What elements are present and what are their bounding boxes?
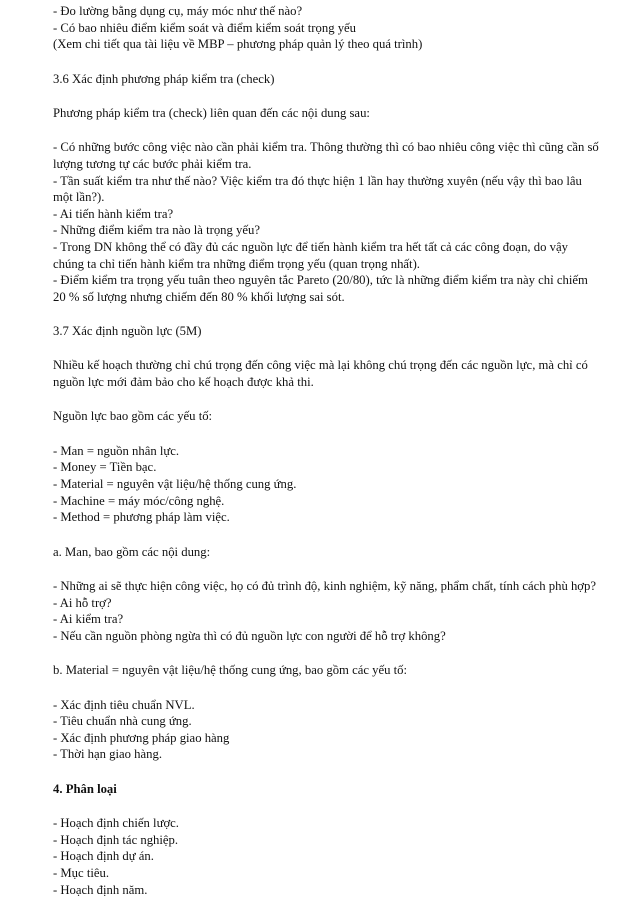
section-heading-4: 4. Phân loại [53,781,117,796]
list-item: - Mục tiêu. [53,865,110,880]
list-item: - Method = phương pháp làm việc. [53,510,230,525]
list-item: - Xác định phương pháp giao hàng [53,730,230,745]
subsection-heading-man: a. Man, bao gồm các nội dung: [53,544,211,559]
list-item: - Hoạch định năm. [53,882,148,897]
list-item: - Tiêu chuẩn nhà cung ứng. [53,714,192,729]
list-item: - Money = Tiền bạc. [53,460,157,475]
list-item: - Xác định tiêu chuẩn NVL. [53,697,195,712]
list-item: - Điểm kiểm tra trọng yếu tuân theo nguyên tắc Pareto (20/80), tức là những điểm kiểm tra này chỉ chiếm 20 % số lượng nhưng chiếm đến 80 % khối lượng sai sót. [53,273,588,304]
paragraph: Nhiều kế hoạch thường chỉ chú trọng đến công việc mà lại không chú trọng đến các nguồn lực, mà chỉ có nguồn lực mới đảm bảo cho kế hoạch được khả thi. [53,358,588,390]
list-item: - Trong DN không thể có đầy đủ các nguồn lực để tiến hành kiểm tra hết tất cả các công đoạn, do vậy chúng ta chỉ tiến hành kiểm tra những điểm trọng yếu (quan trọng nhất). [53,239,568,271]
text-line: - Đo lường bằng dụng cụ, máy móc như thế nào? [53,4,303,18]
list-item: - Material = nguyên vật liệu/hệ thống cung ứng. [53,477,297,492]
list-item: - Có những bước công việc nào cần phải kiểm tra. Thông thường thì có bao nhiêu công việc thì cũng cần số lượng tương tự các bước phải kiểm tra. [53,140,599,171]
list-item: - Hoạch định tác nghiệp. [53,832,179,847]
list-item: - Nếu cần nguồn phòng ngừa thì có đủ nguồn lực con người để hỗ trợ không? [53,628,446,643]
list-item: - Những điểm kiểm tra nào là trọng yếu? [53,223,260,238]
paragraph: Nguồn lực bao gồm các yếu tố: [53,409,213,424]
list-item: - Thời hạn giao hàng. [53,747,163,762]
list-item: - Hoạch định chiến lược. [53,816,179,831]
list-item: - Ai kiểm tra? [53,612,124,627]
list-item: - Hoạch định dự án. [53,849,154,864]
paragraph: Phương pháp kiểm tra (check) liên quan đến các nội dung sau: [53,105,370,120]
document-page [53,3,599,898]
list-item: - Những ai sẽ thực hiện công việc, họ có đủ trình độ, kinh nghiệm, kỹ năng, phẩm chất, tính cách phù hợp? [53,579,596,594]
subsection-heading-material: b. Material = nguyên vật liệu/hệ thống cung ứng, bao gồm các yếu tố: [53,663,408,678]
text-line: (Xem chi tiết qua tài liệu về MBP – phương pháp quản lý theo quá trình) [53,37,423,52]
list-item: - Tần suất kiểm tra như thế nào? Việc kiểm tra đó thực hiện 1 lần hay thường xuyên (nếu vậy thì bao lâu một lần?). [53,173,582,205]
list-item: - Man = nguồn nhân lực. [53,443,180,458]
list-item: - Ai hỗ trợ? [53,595,112,610]
list-item: - Machine = máy móc/công nghệ. [53,493,225,508]
section-heading-3-6: 3.6 Xác định phương pháp kiểm tra (check) [53,71,275,86]
text-line: - Có bao nhiêu điểm kiểm soát và điểm kiểm soát trọng yếu [53,20,357,35]
section-heading-3-7: 3.7 Xác định nguồn lực (5M) [53,324,202,339]
list-item: - Ai tiến hành kiểm tra? [53,206,174,221]
